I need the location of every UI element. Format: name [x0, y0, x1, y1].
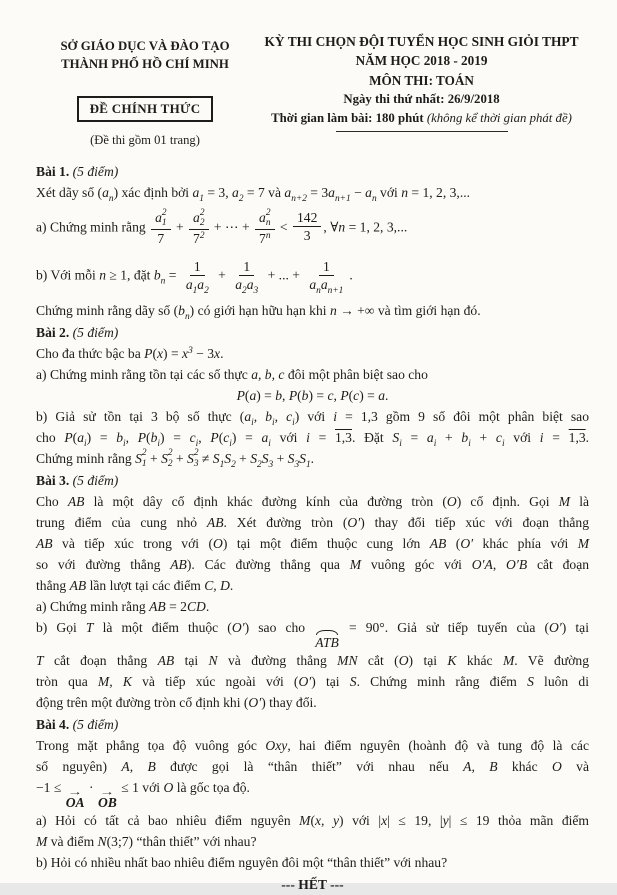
problem-2-part-a: a) Chứng minh rằng tồn tại các số thực a, b, c đôi một phân biệt sao cho: [36, 367, 428, 383]
document-header: [36, 30, 589, 148]
problem-2-part-b-line-1: b) Giả sử tồn tại 3 bộ số thực ($a_i$, $b_i$, $c_i$) với i = 1,3 gồm 9 số đôi một phân biệt sao: [36, 409, 589, 429]
header-left-block: [36, 30, 254, 148]
problem-3-intro-line-1: Cho AB là một dây cố định khác đường kính của đường tròn (O) cố định. Gọi M là: [36, 494, 589, 510]
exam-duration: [254, 109, 589, 128]
problem-4-intro-line-3: −1 ≤ → OA · → OB ≤ 1 với O là gốc tọa độ.: [36, 780, 250, 811]
problem-3-title: Bài 3. (5 điểm): [36, 473, 119, 489]
problem-2-title: Bài 2. (5 điểm): [36, 325, 119, 341]
header-underline: [336, 131, 508, 132]
issuing-authority: [36, 38, 254, 74]
problem-1-part-b: b) Với mỗi n ≥ 1, đặt $b_n$ = $\frac{1}{a_1a_2}$ + $\frac{1}{a_2a_3}$ + ... + $\frac{1}{a_na_{n+1}}$ .: [36, 259, 353, 297]
header-right-block: [254, 30, 589, 132]
problem-2-equation: P(a) = b, P(b) = c, P(c) = a.: [236, 388, 389, 404]
duration-bold: Thời gian làm bài: 180 phút: [271, 110, 427, 125]
problem-3-intro-line-4: so với đường thẳng AB). Các đường thẳng qua M vuông góc với O′A, O′B cắt đoạn: [36, 557, 590, 573]
end-marker: --- HẾT ---: [281, 877, 344, 893]
problem-3-part-b-line-4: động trên một đường tròn cố định khi (O′) thay đổi.: [36, 695, 317, 711]
duration-italic-note: (không kể thời gian phát đề): [426, 110, 572, 125]
problem-2-intro: Cho đa thức bậc ba $P(x) = x^3 - 3x$.: [36, 346, 224, 362]
problem-2-part-b-line-3: Chứng minh rằng S 2 1 + S 2 2 + S 2 3 ≠ $S_1S_2 + S_2S_3 + S_3S_1$.: [36, 448, 315, 471]
exam-date: Ngày thi thứ nhất: 26/9/2018: [343, 91, 500, 106]
document-body: [36, 161, 589, 895]
subject: MÔN THI: TOÁN: [369, 72, 474, 88]
problem-4-part-b: b) Hỏi có nhiều nhất bao nhiêu điểm nguyên đôi một “thân thiết” với nhau?: [36, 855, 448, 871]
problem-3-part-b-line-3: tròn qua M, K và tiếp xúc ngoài với (O′) tại S. Chứng minh rằng điểm S luôn di: [36, 674, 589, 690]
problem-3-part-a: a) Chứng minh rằng AB = 2CD.: [36, 599, 210, 615]
problem-3-part-b-line-2: T cắt đoạn thẳng AB tại N và đường thẳng MN cắt (O) tại K khác M. Vẽ đường: [36, 653, 589, 669]
problem-1-intro: Xét dãy số $(a_n)$ xác định bởi $a_1 = 3$, $a_2 = 7$ và $a_{n+2} = 3a_{n+1} - a_n$ với n = 1, 2, 3,...: [36, 184, 471, 204]
problem-4-part-a-line-1: a) Hỏi có tất cả bao nhiêu điểm nguyên M(x, y) với |x| ≤ 19, |y| ≤ 19 thỏa mãn điểm: [36, 813, 590, 829]
problem-1-conclusion: Chứng minh rằng dãy số $(b_n)$ có giới hạn hữu hạn khi n → +∞ và tìm giới hạn đó.: [36, 303, 481, 323]
authority-line-1: SỞ GIÁO DỤC VÀ ĐÀO TẠO: [60, 39, 230, 53]
problem-4-title: Bài 4. (5 điểm): [36, 717, 119, 733]
problem-4-part-a-line-2: M và điểm N(3;7) “thân thiết” với nhau?: [36, 834, 257, 850]
page-count-note: (Đề thi gồm 01 trang): [90, 132, 200, 147]
problem-3-intro-line-3: AB và tiếp xúc trong với (O) tại một điểm thuộc cung lớn AB (O′ khác phía với M: [36, 536, 590, 552]
problem-3-part-b-line-1: b) Gọi T là một điểm thuộc (O′) sao cho ATB = 90°. Giả sử tiếp tuyến của (O′) tại: [36, 620, 589, 651]
problem-2-part-b-line-2: cho $P(a_i) = b_i$, $P(b_i) = c_i$, $P(c_i) = a_i$ với i = 1,3. Đặt $S_i = a_i + b_i + c_i$ với i = 1,3.: [36, 430, 590, 450]
authority-line-2: THÀNH PHỐ HỒ CHÍ MINH: [61, 56, 229, 71]
problem-4-intro-line-2: số nguyên) A, B được gọi là “thân thiết” với nhau nếu A, B khác O và: [36, 759, 590, 775]
school-year: NĂM HỌC 2018 - 2019: [355, 53, 488, 69]
problem-1-part-a: a) Chứng minh rằng a 2 1 7 + a 2 2 $7^2$ + ⋯ + a 2 n 7$^n$ < $\frac{142}{3}$ , ∀n = 1, 2, 3,...: [36, 207, 408, 247]
problem-4-intro-line-1: Trong mặt phẳng tọa độ vuông góc Oxy, hai điểm nguyên (hoành độ và tung độ là các: [36, 738, 589, 754]
exam-title: KỲ THI CHỌN ĐỘI TUYỂN HỌC SINH GIỎI THPT: [264, 34, 579, 49]
problem-3-intro-line-5: thẳng AB lần lượt tại các điểm C, D.: [36, 578, 234, 594]
official-exam-stamp: ĐỀ CHÍNH THỨC: [77, 96, 214, 122]
problem-1-title: Bài 1. (5 điểm): [36, 163, 119, 179]
problem-3-intro-line-2: trung điểm của cung nhỏ AB. Xét đường tròn (O′) thay đổi tiếp xúc với đoạn thẳng: [36, 515, 589, 531]
